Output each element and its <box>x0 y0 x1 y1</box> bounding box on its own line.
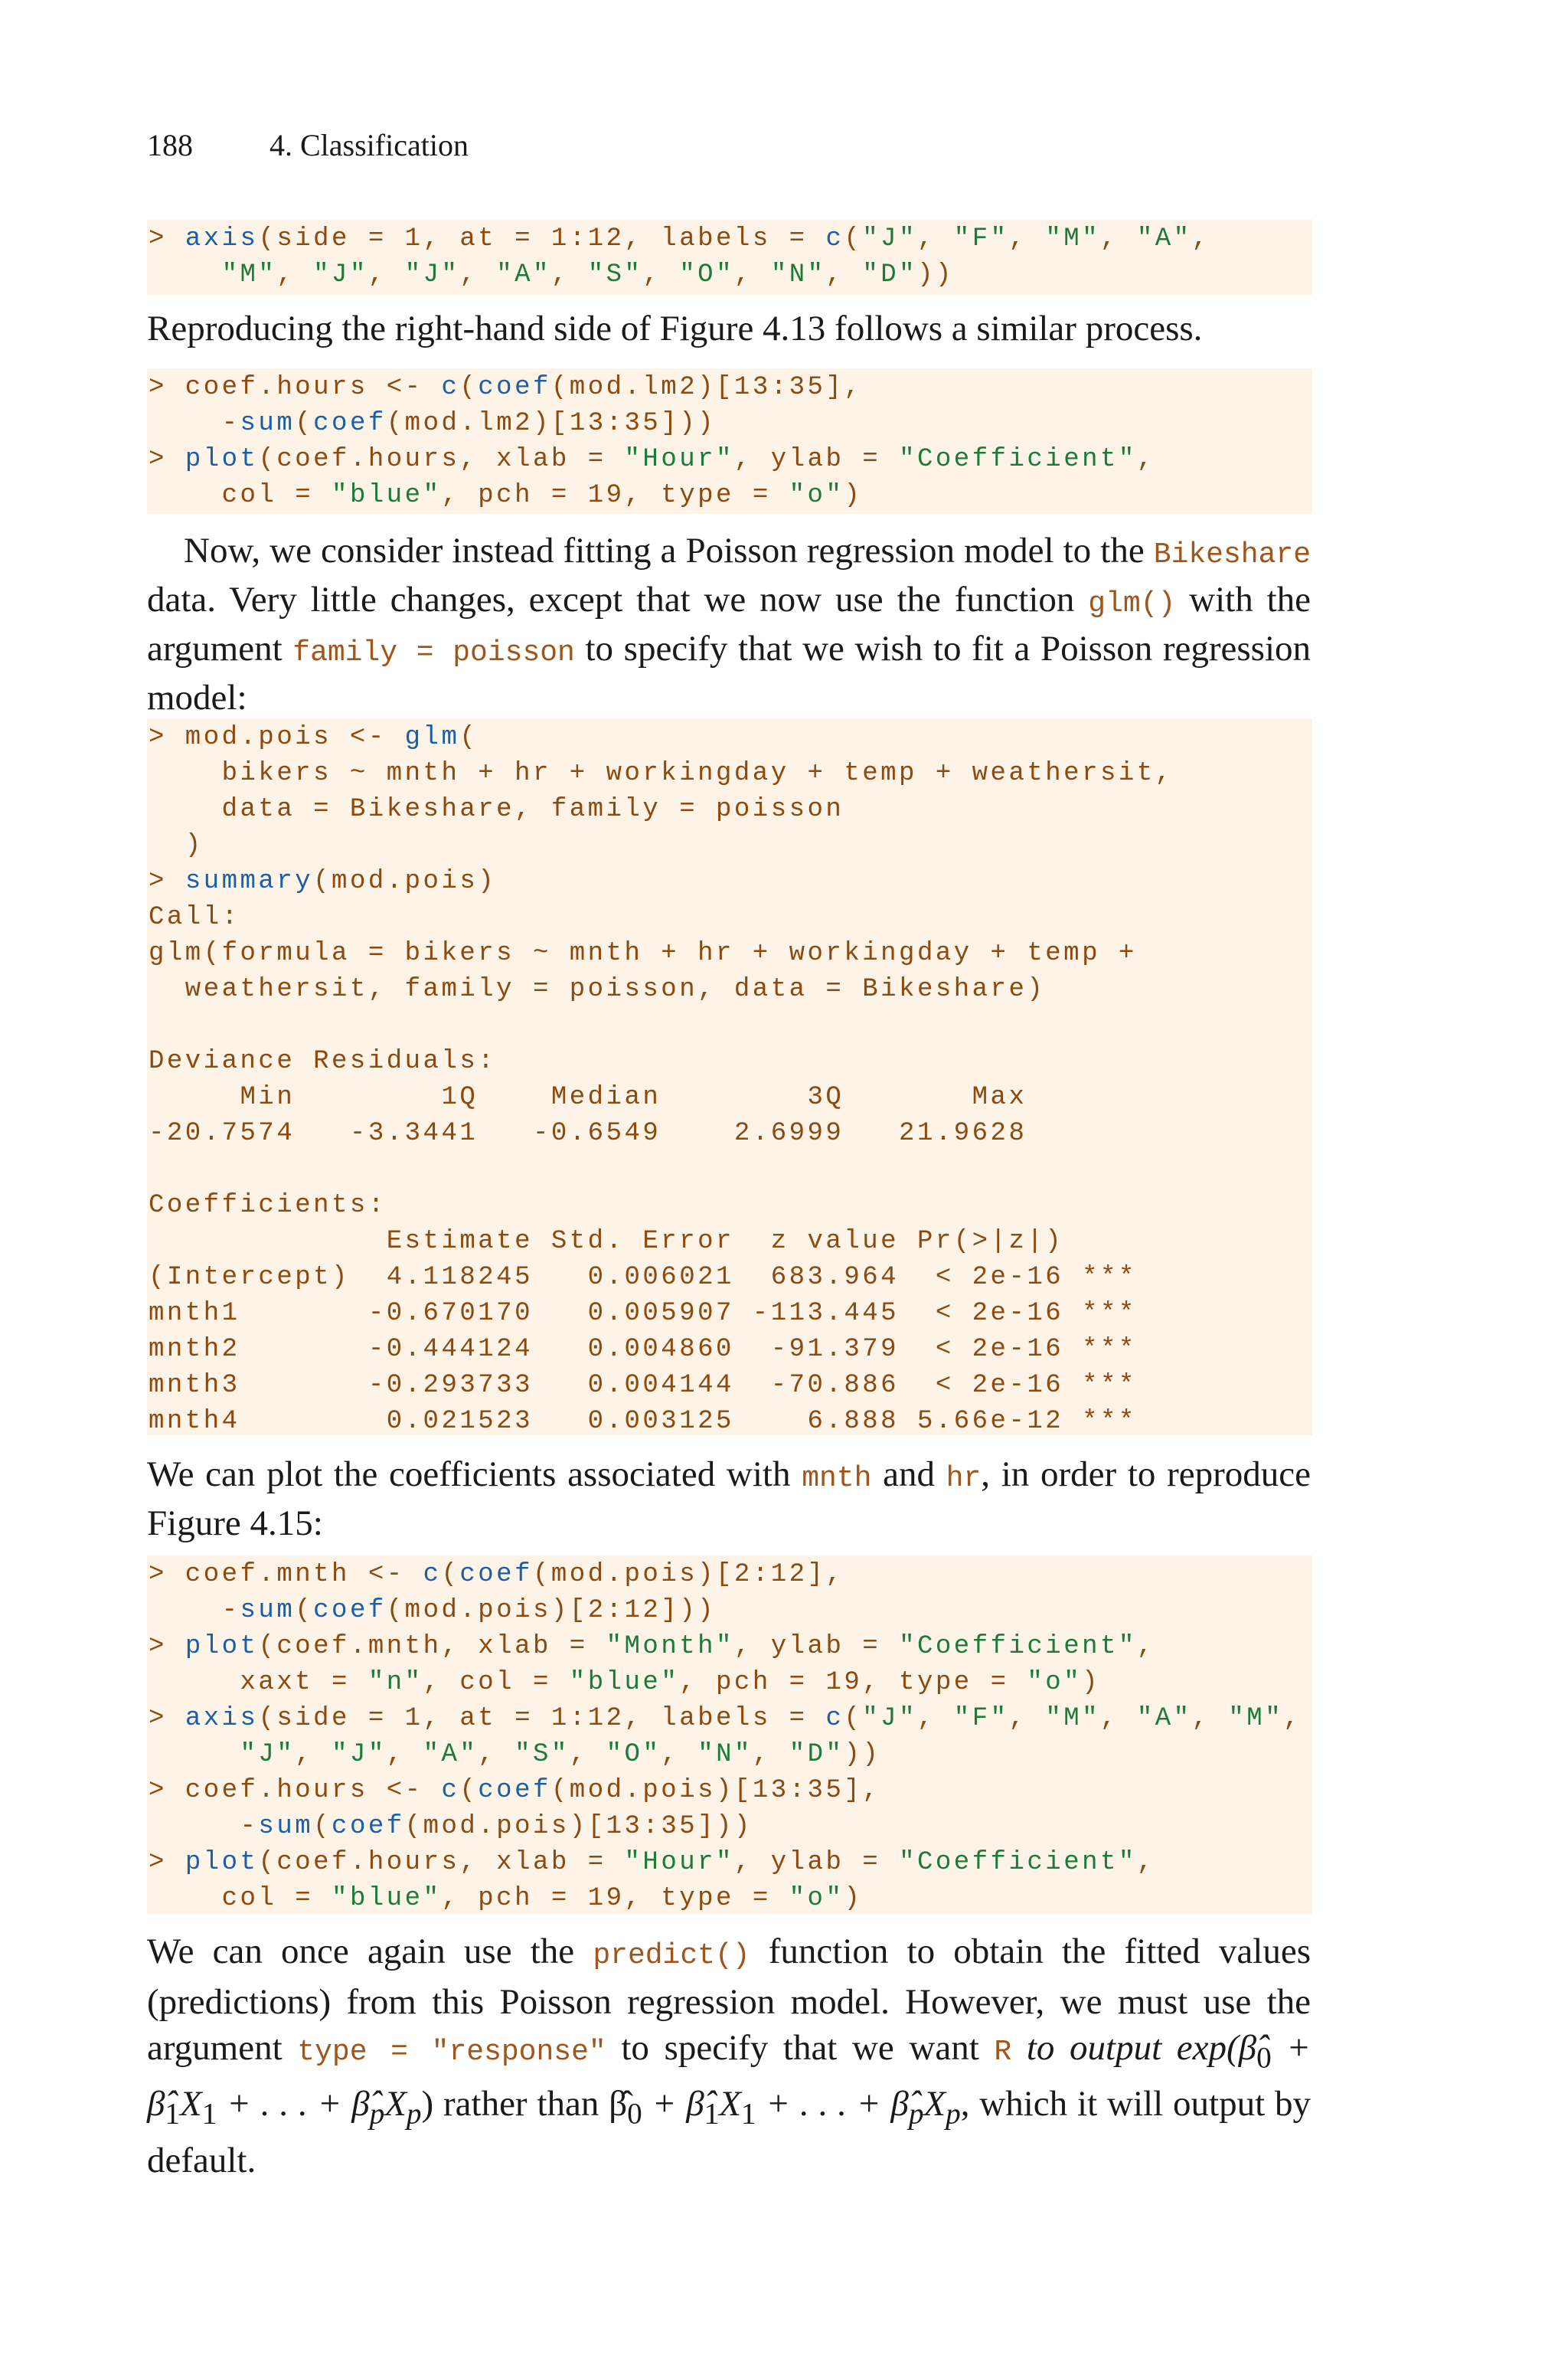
code-text: , ylab = <box>733 1848 900 1877</box>
code-block-axis <box>147 220 1312 295</box>
text: ) rather than β̂ <box>421 2084 628 2124</box>
code-line <box>149 406 1311 442</box>
code-text: , pch = 19, type = <box>441 481 789 510</box>
code-text: , col = <box>423 1668 570 1697</box>
code-string: "A" <box>496 260 551 289</box>
code-text: ( <box>313 1812 332 1841</box>
code-line <box>149 1368 1311 1404</box>
text: , which it will output by default. <box>147 2084 1311 2180</box>
code-text: bikers ~ mnth + hr + workingday + temp + weathersit, <box>149 759 1174 788</box>
math-subscript: 0 <box>627 2097 642 2131</box>
code-text: (mod.pois)[13:35])) <box>404 1812 753 1841</box>
code-string: "A" <box>1136 224 1192 254</box>
code-text: glm(formula = bikers ~ mnth + hr + workingday + temp + <box>149 939 1137 968</box>
code-string: "Coefficient" <box>899 445 1137 474</box>
code-line <box>149 1260 1311 1296</box>
math-subscript: 1 <box>201 2097 217 2131</box>
code-function: c <box>825 224 844 254</box>
text: to specify that we want <box>606 2028 995 2068</box>
code-text: , <box>295 1740 332 1769</box>
code-function: plot <box>185 1848 259 1877</box>
code-text: ( <box>844 1704 863 1733</box>
text: to specify that we wish to fit a Poisson regression model: <box>147 629 1312 718</box>
code-line <box>149 1116 1311 1152</box>
code-line <box>149 1629 1311 1665</box>
math: X <box>384 2084 407 2124</box>
code-line <box>149 370 1311 406</box>
code-function: glm <box>404 723 460 752</box>
code-string: "F" <box>953 224 1009 254</box>
code-string: "N" <box>697 1740 753 1769</box>
code-text: Min 1Q Median 3Q Max <box>149 1083 1027 1112</box>
code-function: coef <box>313 1596 387 1625</box>
code-text: ( <box>441 1560 460 1589</box>
code-text: - <box>149 1812 259 1841</box>
code-string: "o" <box>1027 1668 1083 1697</box>
code-function: plot <box>185 445 259 474</box>
code-text: mnth2 -0.444124 0.004860 -91.379 < 2e-16 *** <box>149 1335 1137 1364</box>
math-subscript: p <box>406 2097 422 2131</box>
code-function: axis <box>185 1704 259 1733</box>
code-text: )) <box>917 260 954 289</box>
code-text: , <box>550 260 588 289</box>
code-function: sum <box>240 409 296 438</box>
inline-code: type = "response" <box>297 2036 606 2069</box>
inline-code: hr <box>946 1462 982 1495</box>
text: data. Very little changes, except that we now use the function <box>147 580 1089 620</box>
code-line <box>149 1152 1311 1188</box>
code-line <box>149 442 1311 478</box>
code-text: , <box>752 1740 789 1769</box>
text: with the argument <box>147 580 1311 669</box>
code-text: , <box>1136 1632 1155 1661</box>
code-string: "o" <box>789 481 844 510</box>
code-line <box>149 1188 1311 1224</box>
code-string: "M" <box>221 260 277 289</box>
code-text: mnth4 0.021523 0.003125 6.888 5.66e-12 *** <box>149 1407 1137 1436</box>
code-string: "S" <box>514 1740 570 1769</box>
code-text: mnth3 -0.293733 0.004144 -70.886 < 2e-16 *** <box>149 1371 1137 1400</box>
code-line <box>149 828 1311 864</box>
code-text: , <box>916 224 954 254</box>
paragraph-plot-coefficients <box>147 1452 1311 1546</box>
inline-code: family = poisson <box>292 636 575 669</box>
code-string: "D" <box>789 1740 844 1769</box>
math: + β̂ <box>642 2084 704 2124</box>
inline-code: Bikeshare <box>1153 538 1311 571</box>
code-text: , ylab = <box>733 445 900 474</box>
code-text: (mod.lm2)[13:35])) <box>386 409 717 438</box>
code-function: coef <box>459 1560 533 1589</box>
code-text: , <box>569 1740 606 1769</box>
code-text: )) <box>844 1740 881 1769</box>
inline-code: glm() <box>1088 587 1176 620</box>
code-function: c <box>423 1560 442 1589</box>
code-text: mnth1 -0.670170 0.005907 -113.445 < 2e-16 *** <box>149 1299 1137 1328</box>
code-line <box>149 1044 1311 1080</box>
code-string: "O" <box>679 260 734 289</box>
code-text: , <box>1008 224 1046 254</box>
code-text: , <box>1008 1704 1046 1733</box>
code-text: Deviance Residuals: <box>149 1047 497 1076</box>
math: X <box>180 2084 202 2124</box>
code-string: "M" <box>1228 1704 1284 1733</box>
code-text: ( <box>295 409 314 438</box>
code-text: > <box>149 867 185 896</box>
code-line <box>149 478 1311 514</box>
inline-code: predict() <box>593 1939 750 1972</box>
math-subscript: p <box>369 2097 385 2131</box>
code-text: , ylab = <box>733 1632 900 1661</box>
code-line <box>149 1404 1311 1440</box>
code-text: , <box>1136 1848 1155 1877</box>
code-text: ( <box>459 723 479 752</box>
code-text <box>149 1740 240 1769</box>
code-string: "N" <box>770 260 826 289</box>
code-text: > coef.hours <- <box>149 1776 442 1805</box>
code-string: "D" <box>862 260 918 289</box>
code-text: > coef.mnth <- <box>149 1560 423 1589</box>
code-text: , <box>1100 224 1137 254</box>
code-line <box>149 1224 1311 1260</box>
code-string: "o" <box>789 1884 844 1913</box>
text: function to obtain the fitted values (predictions) from this Poisson regression model. However, we must use the argument <box>147 1932 1311 2068</box>
math: + . . . + β̂ <box>217 2084 370 2124</box>
code-line <box>149 900 1311 936</box>
code-line <box>149 864 1311 900</box>
code-function: sum <box>258 1812 314 1841</box>
code-text: (mod.pois) <box>313 867 497 896</box>
code-text: ) <box>844 1884 863 1913</box>
code-text: , <box>661 1740 698 1769</box>
code-string: "J" <box>240 1740 296 1769</box>
math: X <box>923 2084 946 2124</box>
code-string: "S" <box>587 260 643 289</box>
code-line <box>149 1701 1311 1737</box>
page-header <box>147 127 469 163</box>
code-function: summary <box>185 867 314 896</box>
math-subscript: 1 <box>165 2097 180 2131</box>
text: We can once again use the <box>147 1932 593 1971</box>
code-text: , pch = 19, type = <box>679 1668 1027 1697</box>
code-string: "Coefficient" <box>899 1848 1137 1877</box>
code-text: - <box>149 409 240 438</box>
code-text: (mod.lm2)[13:35], <box>550 373 863 402</box>
inline-code: R <box>994 2036 1012 2069</box>
code-text: (Intercept) 4.118245 0.006021 683.964 < 2e-16 *** <box>149 1263 1137 1292</box>
code-string: "M" <box>1045 1704 1101 1733</box>
code-string: "J" <box>862 224 917 254</box>
code-text: , <box>459 260 497 289</box>
code-text: ( <box>459 373 479 402</box>
code-block-glm-summary <box>147 718 1312 1435</box>
code-line <box>149 221 1311 257</box>
paragraph-predict <box>147 1928 1311 2183</box>
code-function: coef <box>332 1812 405 1841</box>
text: Now, we consider instead fitting a Poisson regression model to the <box>184 531 1154 571</box>
code-text: , <box>276 260 314 289</box>
code-line <box>149 756 1311 792</box>
code-text: - <box>149 1596 240 1625</box>
code-text: ( <box>459 1776 479 1805</box>
code-text: ( <box>844 224 863 254</box>
code-text: , <box>1191 1704 1229 1733</box>
code-text: -20.7574 -3.3441 -0.6549 2.6999 21.9628 <box>149 1119 1027 1148</box>
math-subscript: 1 <box>740 2097 756 2131</box>
code-string: "blue" <box>332 481 442 510</box>
code-text: , <box>478 1740 515 1769</box>
chapter-title: 4. Classification <box>270 128 469 162</box>
paragraph-poisson-intro <box>147 528 1311 720</box>
code-line <box>149 1737 1311 1773</box>
code-string: "J" <box>862 1704 917 1733</box>
code-text: , <box>734 260 771 289</box>
code-text: Coefficients: <box>149 1191 387 1220</box>
code-string: "Hour" <box>624 445 734 474</box>
code-line <box>149 1881 1311 1917</box>
code-string: "blue" <box>332 1884 442 1913</box>
code-text: ) <box>149 831 204 860</box>
code-line <box>149 972 1311 1008</box>
code-text: (coef.hours, xlab = <box>258 445 625 474</box>
code-function: c <box>441 1776 460 1805</box>
code-string: "J" <box>404 260 460 289</box>
code-string: "F" <box>953 1704 1009 1733</box>
code-text: (side = 1, at = 1:12, labels = <box>258 224 826 254</box>
text: and <box>871 1454 946 1494</box>
code-string: "M" <box>1045 224 1101 254</box>
code-string: "A" <box>1136 1704 1192 1733</box>
code-text: , <box>916 1704 954 1733</box>
code-string: "O" <box>606 1740 662 1769</box>
code-string: "Coefficient" <box>899 1632 1137 1661</box>
code-text: (coef.hours, xlab = <box>258 1848 625 1877</box>
code-string: "A" <box>423 1740 479 1769</box>
code-line <box>149 1557 1311 1593</box>
code-text: , <box>386 1740 423 1769</box>
code-line <box>149 257 1311 293</box>
code-line <box>149 1008 1311 1044</box>
code-string: "J" <box>313 260 368 289</box>
code-line <box>149 1665 1311 1701</box>
code-text: Call: <box>149 903 240 932</box>
code-text: , pch = 19, type = <box>441 1884 789 1913</box>
math: X <box>719 2084 741 2124</box>
code-text: data = Bikeshare, family = poisson <box>149 795 844 824</box>
math-subscript: p <box>946 2097 961 2131</box>
code-text: col = <box>149 1884 332 1913</box>
code-text: ) <box>1082 1668 1101 1697</box>
code-text: col = <box>149 481 332 510</box>
code-text: , <box>642 260 680 289</box>
code-text: (mod.pois)[2:12], <box>533 1560 844 1589</box>
code-text: > <box>149 1848 185 1877</box>
page-number: 188 <box>147 128 193 162</box>
code-text: , <box>1136 445 1155 474</box>
code-function: coef <box>478 1776 551 1805</box>
math-subscript: p <box>908 2097 924 2131</box>
code-string: "Month" <box>606 1632 734 1661</box>
code-string: "n" <box>368 1668 423 1697</box>
code-line <box>149 1593 1311 1629</box>
code-text <box>149 260 222 289</box>
code-text: Estimate Std. Error z value Pr(>|z|) <box>149 1227 1064 1256</box>
code-text: , <box>1100 1704 1137 1733</box>
math: + β̂ <box>147 2028 1312 2124</box>
code-text: , <box>825 260 863 289</box>
code-text: weathersit, family = poisson, data = Bikeshare) <box>149 975 1046 1004</box>
code-function: c <box>825 1704 844 1733</box>
code-function: c <box>441 373 460 402</box>
code-text: , <box>1283 1704 1302 1733</box>
code-text: ) <box>844 481 863 510</box>
math-subscript: 0 <box>1256 2041 1272 2075</box>
code-block-lm-hours <box>147 368 1312 514</box>
code-text: ( <box>295 1596 314 1625</box>
code-line <box>149 1845 1311 1881</box>
code-text: > coef.hours <- <box>149 373 442 402</box>
code-line <box>149 936 1311 972</box>
code-function: axis <box>185 224 259 254</box>
code-line <box>149 792 1311 828</box>
code-block-pois-plots <box>147 1555 1312 1914</box>
code-function: sum <box>240 1596 296 1625</box>
code-string: "blue" <box>569 1668 680 1697</box>
code-text: (mod.pois)[13:35], <box>550 1776 881 1805</box>
code-text: > <box>149 1704 185 1733</box>
code-function: coef <box>478 373 551 402</box>
code-function: plot <box>185 1632 259 1661</box>
code-line <box>149 1773 1311 1809</box>
code-text: > <box>149 224 185 254</box>
code-text: , <box>1191 224 1210 254</box>
code-text: > <box>149 1632 185 1661</box>
code-line <box>149 1332 1311 1368</box>
code-line <box>149 720 1311 756</box>
code-line <box>149 1296 1311 1332</box>
text: We can plot the coefficients associated with <box>147 1454 802 1494</box>
paragraph-reproducing: Reproducing the right-hand side of Figure 4.13 follows a similar process. <box>147 309 1203 348</box>
math-subscript: 1 <box>704 2097 720 2131</box>
text: , in order to reproduce Figure 4.15: <box>147 1454 1311 1543</box>
code-string: "J" <box>332 1740 387 1769</box>
code-text: (coef.mnth, xlab = <box>258 1632 606 1661</box>
code-line <box>149 1809 1311 1845</box>
math: + . . . + β̂ <box>756 2084 909 2124</box>
math: to output exp(β̂ <box>1011 2028 1257 2068</box>
code-text: , <box>368 260 405 289</box>
code-text: xaxt = <box>149 1668 368 1697</box>
code-function: coef <box>313 409 387 438</box>
code-text: > mod.pois <- <box>149 723 405 752</box>
code-text: (mod.pois)[2:12])) <box>386 1596 717 1625</box>
inline-code: mnth <box>802 1462 872 1495</box>
code-string: "Hour" <box>624 1848 734 1877</box>
code-text: (side = 1, at = 1:12, labels = <box>258 1704 826 1733</box>
code-line <box>149 1080 1311 1116</box>
code-text: > <box>149 445 185 474</box>
